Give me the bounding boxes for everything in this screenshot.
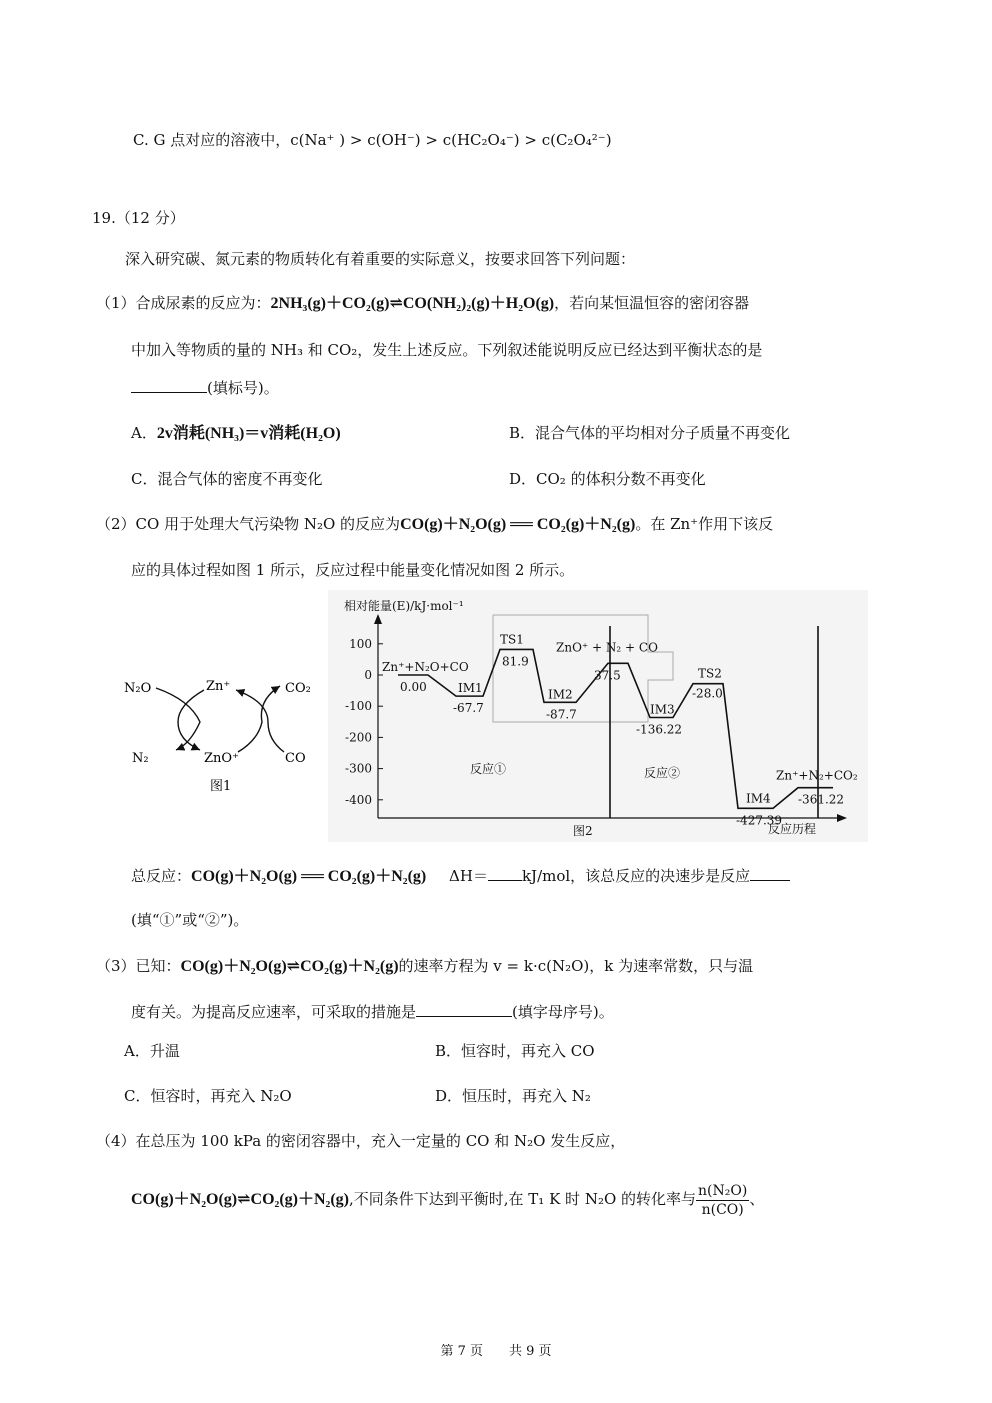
fig2-ytick-label: -200 [345,730,372,745]
fraction-numerator: n(N₂O) [698,1182,748,1199]
fig2-region-2: 反应② [644,766,681,780]
figure-1 [118,660,323,800]
part2-line2: 应的具体过程如图 1 所示，反应过程中能量变化情况如图 2 所示。 [131,561,575,579]
answer-blank-dh[interactable] [488,866,522,881]
part3-line2b: (填字母序号)。 [512,1003,614,1021]
part1-option-d[interactable]: D．CO₂ 的体积分数不再变化 [509,470,706,488]
part1-fill-line [131,378,279,398]
fig2-point-label: -136.22 [636,722,683,737]
question-intro: 深入研究碳、氮元素的物质转化有着重要的实际意义，按要求回答下列问题： [125,250,636,268]
fig2-point-label: 81.9 [502,654,529,669]
fig2-point-label: ZnO⁺ + N₂ + CO [556,640,658,655]
answer-blank-rate-step[interactable] [750,866,790,881]
total-label: 总反应： [131,867,192,885]
page-footer: 第 7 页 共 9 页 [440,1344,552,1359]
fig2-ylabel: 相对能量(E)/kJ·mol⁻¹ [344,599,464,613]
fig2-ytick-label: 0 [364,668,372,682]
part3-label: （3）已知： [96,957,181,975]
part1-after: ，若向某恒温恒容的密闭容器 [554,294,750,312]
option-a-label: A． [131,424,157,442]
fig2-point-label: IM4 [746,791,771,806]
fig2-point-label: -28.0 [692,686,723,701]
fig2-background [328,590,868,842]
part3-line1 [96,956,753,977]
fig1-co: CO [285,751,306,766]
part2-reaction: CO(g)＋N₂O(g) ══ CO₂(g)＋N₂(g) [400,516,636,533]
part2-label: （2）CO 用于处理大气污染物 N₂O 的反应为 [96,515,401,533]
fig2-point-label: 37.5 [594,668,621,683]
fig2-point-label: -427.39 [736,813,783,828]
fig2-point-label: Zn⁺+N₂O+CO [382,660,469,674]
fraction-denominator: n(CO) [701,1201,744,1218]
fig2-point-label: TS2 [698,666,722,681]
part1-label: （1）合成尿素的反应为： [96,294,271,312]
part3-option-a[interactable]: A．升温 [124,1042,180,1060]
part1-line1 [96,293,749,314]
option-c-line: C. G 点对应的溶液中，c(Na⁺ ) > c(OH⁻) > c(HC₂O₄⁻) > c(C₂O₄²⁻) [133,131,612,149]
fig1-co2: CO₂ [285,681,311,696]
fig1-arrow-right-in [236,690,284,752]
fig2-point-label: IM3 [650,702,675,717]
fig2-point-label: -67.7 [453,701,484,716]
part2-fill-hint: (填“①”或“②”)。 [131,911,249,929]
part3-line2a: 度有关。为提高反应速率，可采取的措施是 [131,1003,417,1021]
question-number: 19.（12 分） [92,209,185,227]
fig1-zno: ZnO⁺ [204,751,239,766]
part3-line2 [131,1002,614,1022]
fig2-point-label: Zn⁺+N₂+CO₂ [776,768,858,783]
part3-after: 的速率方程为 v = k·c(N₂O)，k 为速率常数，只与温 [398,957,754,975]
answer-blank-1[interactable] [131,378,207,393]
fig1-caption: 图1 [210,779,232,794]
part1-reaction: 2NH₃(g)＋CO₂(g)⇌CO(NH₂)₂(g)＋H₂O(g) [270,295,555,312]
part4-line2 [131,1176,764,1223]
option-a-expr: 2v消耗(NH₃)＝v消耗(H₂O) [156,425,341,442]
fig2-point-label: TS1 [500,632,524,647]
part2-after: 。在 Zn⁺作用下该反 [635,515,774,533]
fig2-ytick-label: 100 [349,636,372,651]
part1-line2: 中加入等物质的量的 NH₃ 和 CO₂，发生上述反应。下列叙述能说明反应已经达到平衡状态的是 [131,341,763,359]
part1-option-c[interactable]: C．混合气体的密度不再变化 [131,470,323,488]
fig2-caption: 图2 [573,824,593,838]
fig2-point-label: IM1 [458,681,483,696]
part3-reaction: CO(g)＋N₂O(g)⇌CO₂(g)＋N₂(g) [180,958,399,975]
part4-line1: （4）在总压为 100 kPa 的密闭容器中，充入一定量的 CO 和 N₂O 发生反应， [96,1132,626,1150]
fig1-arrow-left-in [178,690,204,750]
part4-tail: 、 [749,1190,765,1208]
delta-h-unit-text: kJ/mol，该总反应的决速步是反应 [521,867,751,885]
part1-fill-hint: (填标号)。 [207,379,279,397]
fig2-point-label: IM2 [548,687,573,702]
figure-2 [328,590,868,842]
total-reaction-line [131,866,790,887]
fig2-ytick-label: -100 [345,699,372,714]
ratio-fraction [696,1182,749,1219]
fig1-n2o: N₂O [124,681,152,696]
answer-blank-3[interactable] [416,1002,512,1017]
fig2-ytick-label: -300 [345,761,372,776]
fig2-point-label: 0.00 [400,680,427,694]
fig2-point-label: -87.7 [546,707,577,722]
part4-reaction: CO(g)＋N₂O(g)⇌CO₂(g)＋N₂(g) [131,1191,349,1208]
fig2-point-label: -361.22 [798,792,845,807]
part2-line1 [96,514,773,535]
fig1-n2: N₂ [132,751,149,766]
part3-option-d[interactable]: D．恒压时，再充入 N₂ [435,1087,591,1105]
fig2-xlabel: 反应历程 [768,822,817,836]
fig1-zn: Zn⁺ [206,679,231,694]
part3-option-c[interactable]: C．恒容时，再充入 N₂O [124,1087,292,1105]
delta-h-label: ΔH＝ [449,867,488,885]
fig2-region-1: 反应① [470,762,507,776]
total-reaction: CO(g)＋N₂O(g) ══ CO₂(g)＋N₂(g) [191,868,427,885]
part3-option-b[interactable]: B．恒容时，再充入 CO [435,1042,595,1060]
part1-option-a[interactable] [131,423,341,444]
part4-after: ,不同条件下达到平衡时,在 T₁ K 时 N₂O 的转化率与 [348,1190,697,1208]
part1-option-b[interactable]: B．混合气体的平均相对分子质量不再变化 [509,424,791,442]
fig2-ytick-label: -400 [345,792,372,807]
